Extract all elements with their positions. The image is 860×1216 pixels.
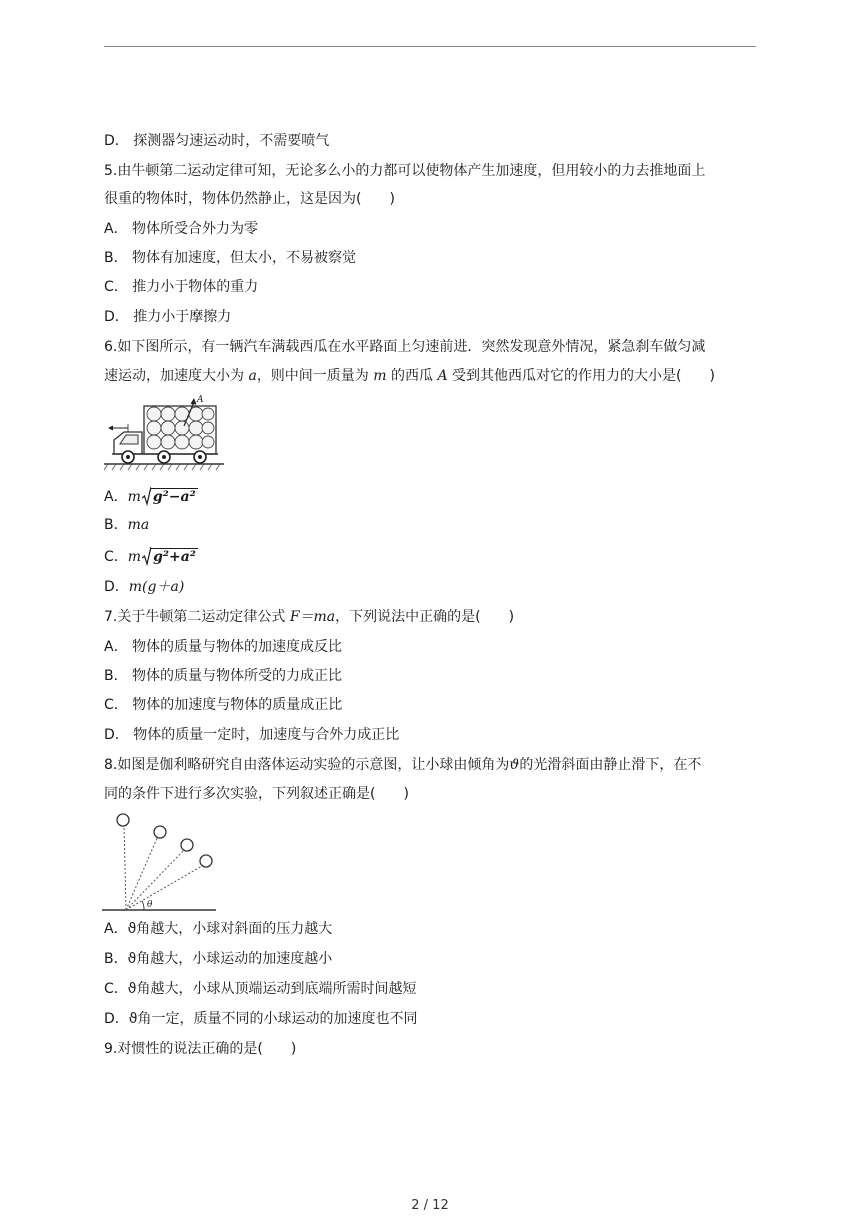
q6-option-b: B．ma [104,517,150,533]
q8-option-d: D．ϑ角一定，质量不同的小球运动的加速度也不同 [104,1011,418,1027]
q5-option-a: A． 物体所受合外力为零 [104,221,259,237]
q6-option-c: C．m g²+a² [104,546,198,566]
q5-option-c: C． 推力小于物体的重力 [104,279,259,295]
q6-option-d: D．m(g＋a) [104,579,185,595]
page-number: 2 / 12 [411,1198,449,1213]
q5-option-b: B． 物体有加速度，但太小，不易被察觉 [104,250,357,266]
q8-stem-line-2: 同的条件下进行多次实验，下列叙述正确是( ) [104,786,409,802]
q4-option-d: D． 探测器匀速运动时，不需要喷气 [104,133,330,149]
var-m: m [373,368,387,384]
q5-stem-line-2: 很重的物体时，物体仍然静止，这是因为( ) [104,191,395,207]
q5-stem-line-1: 5.由牛顿第二运动定律可知，无论多么小的力都可以使物体产生加速度，但用较小的力去推地面上 [104,163,706,179]
q6-option-a: A．m g²−a² [104,486,198,506]
header-rule [104,46,756,47]
sqrt-symbol: g²+a² [142,546,198,566]
q8-option-a: A．ϑ角越大，小球对斜面的压力越大 [104,921,333,937]
figure-label-A: A [197,395,204,405]
q7-option-d: D． 物体的质量一定时，加速度与合外力成正比 [104,727,400,743]
var-A: A [437,368,448,384]
galileo-incline-figure [100,810,220,914]
q6-stem-line-2: 速运动，加速度大小为 a，则中间一质量为 m 的西瓜 A 受到其他西瓜对它的作用力的大小是( ) [104,368,715,384]
q8-option-b: B．ϑ角越大，小球运动的加速度越小 [104,951,333,967]
q5-option-d: D． 推力小于摩擦力 [104,309,232,325]
var-a: a [248,368,257,384]
q7-option-a: A． 物体的质量与物体的加速度成反比 [104,639,343,655]
q6-stem-line-1: 6.如下图所示，有一辆汽车满载西瓜在水平路面上匀速前进．突然发现意外情况，紧急刹车做匀减 [104,339,706,355]
q7-option-b: B． 物体的质量与物体所受的力成正比 [104,668,343,684]
sqrt-symbol: g²−a² [142,486,198,506]
q8-option-c: C．ϑ角越大，小球从顶端运动到底端所需时间越短 [104,981,417,997]
figure-label-theta: θ [147,900,153,910]
q7-stem: 7.关于牛顿第二运动定律公式 F＝ma，下列说法中正确的是( ) [104,609,515,625]
q8-stem-line-1: 8.如图是伽利略研究自由落体运动实验的示意图，让小球由倾角为ϑ的光滑斜面由静止滑下，在不 [104,757,702,773]
formula: F＝ma [289,609,336,625]
q9-stem: 9.对惯性的说法正确的是( ) [104,1041,297,1057]
q7-option-c: C． 物体的加速度与物体的质量成正比 [104,697,343,713]
truck-watermelon-figure [104,392,226,472]
